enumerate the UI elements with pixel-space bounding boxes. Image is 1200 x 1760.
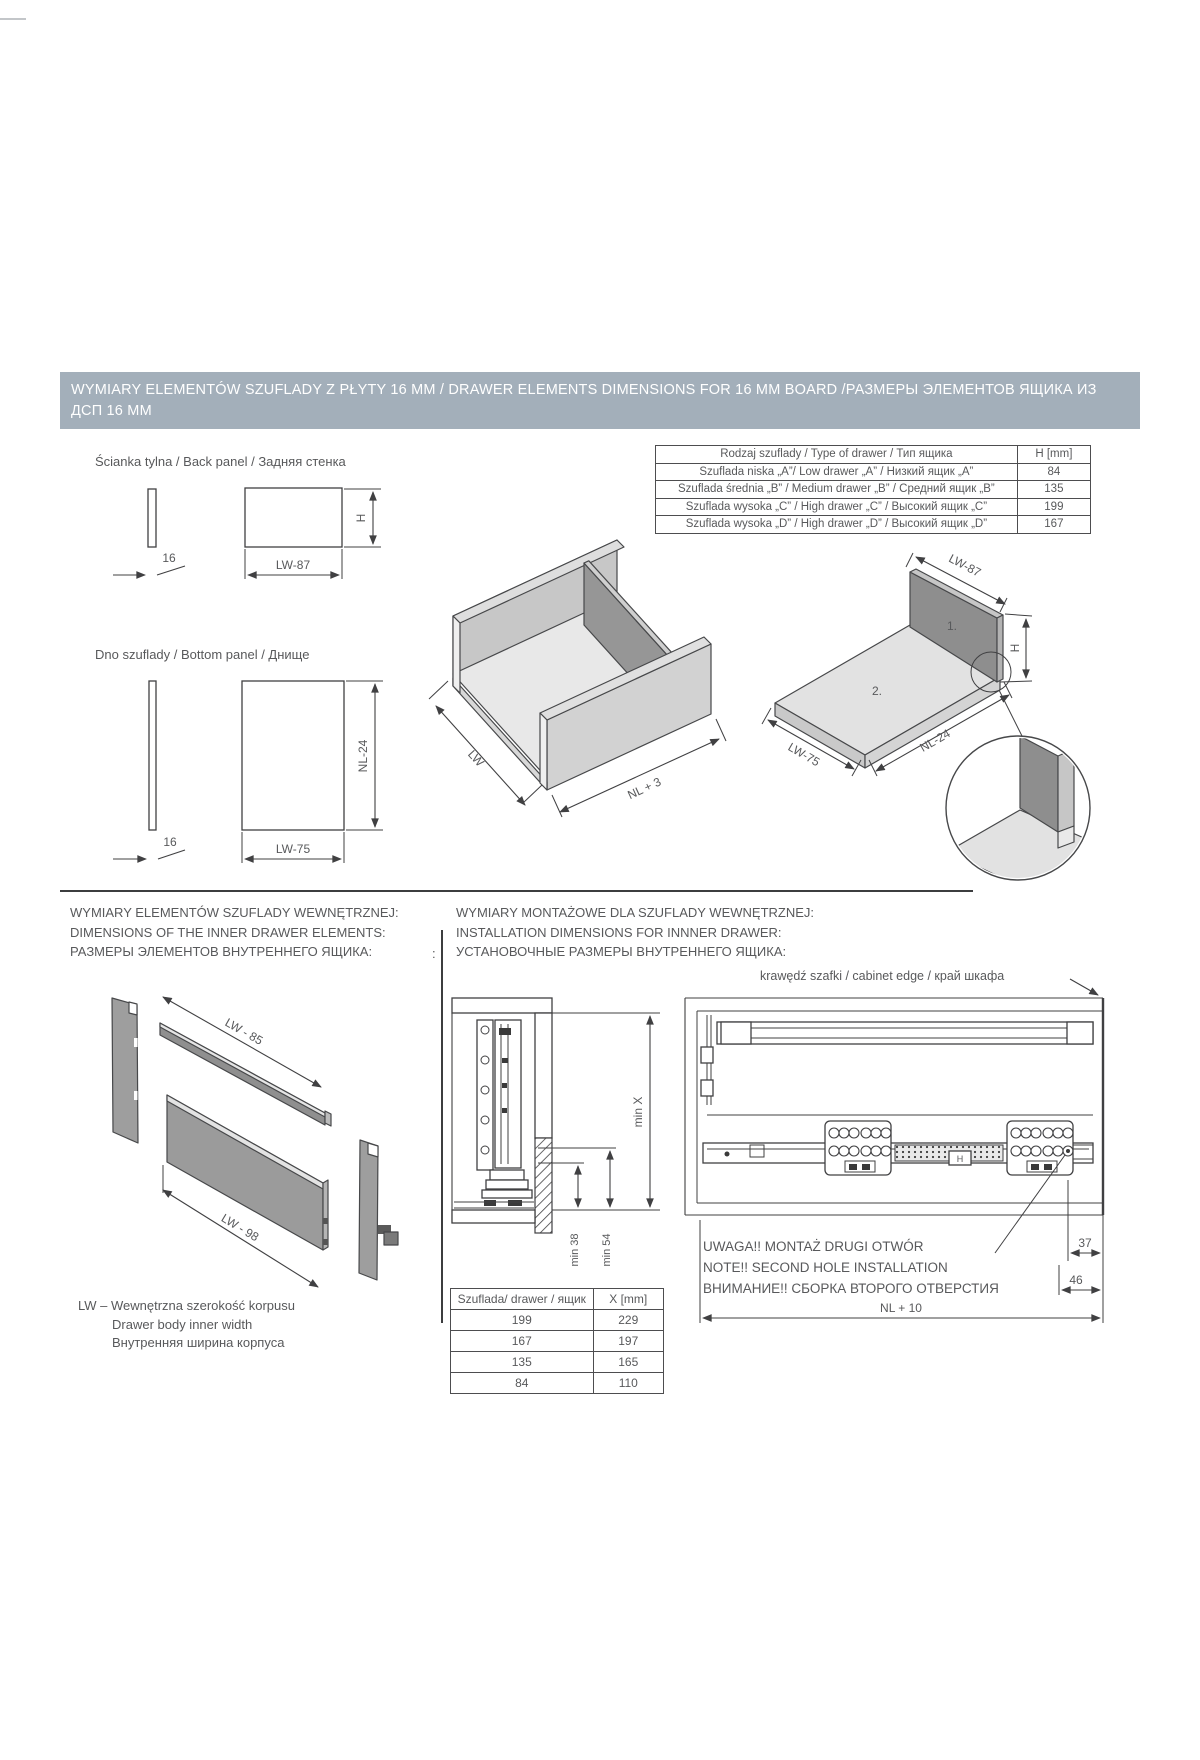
note-line: Внутренняя ширина корпуса [112,1335,285,1350]
table-row [451,1373,664,1394]
cell-h: 135 [1017,481,1090,499]
svg-text:NL-24: NL-24 [356,739,370,773]
note-line: Drawer body inner width [112,1316,253,1332]
dim-46 [1059,1265,1100,1295]
col-header-h: H [mm] [1017,446,1090,464]
svg-text:37: 37 [1078,1236,1092,1250]
cell-drawer: 84 [451,1373,594,1394]
right-side-panel [359,1140,398,1280]
cell-type: Szuflada wysoka „D” / High drawer „D” / Высокий ящик „D” [656,516,1018,534]
drawer-slide-profile [454,1020,534,1208]
heading-line: WYMIARY ELEMENTÓW SZUFLADY WEWNĘTRZNEJ: [70,905,399,920]
cell-x: 229 [593,1310,663,1331]
back-panel-strip [148,489,156,547]
note-line: UWAGA!! MONTAŻ DRUGI OTWÓR [703,1239,924,1254]
svg-text:16: 16 [162,551,176,565]
bottom-panel-title: Dno szuflady / Bottom panel / Днище [95,647,310,662]
rail-mark-label: H [956,1154,964,1164]
back-panel-diagram [55,478,400,628]
svg-text:16: 16 [163,835,177,849]
svg-text:NL + 10: NL + 10 [880,1301,922,1315]
thickness-dimension [113,551,185,575]
mounting-bracket [384,1232,398,1245]
cell-h: 167 [1017,516,1090,534]
page-edge-artifact [0,18,26,20]
bottom-panel-face [242,681,344,830]
cell-h: 84 [1017,463,1090,481]
width-dimension [242,832,344,863]
cell-type: Szuflada wysoka „C” / High drawer „C” / Высокий ящик „C” [656,498,1018,516]
left-side-panel [112,998,138,1143]
panels-3d-diagram [675,540,1115,890]
cross-section-diagram [438,988,668,1288]
svg-text:LW-87: LW-87 [275,558,311,572]
svg-text:H: H [1008,643,1022,653]
col-header-drawer: Szuflada/ drawer / ящик [451,1289,594,1310]
cell-x: 165 [593,1352,663,1373]
cabinet-edge-label: krawędź szafki / cabinet edge / край шкафа [760,969,1005,983]
col-header-x: X [mm] [593,1289,663,1310]
cell-type: Szuflada niska „A”/ Low drawer „A” / Низкий ящик „A” [656,463,1018,481]
cabinet-top-rail [452,998,552,1013]
mounting-bracket-right [1007,1121,1073,1175]
note-line: NOTE!! SECOND HOLE INSTALLATION [703,1260,948,1275]
item1-label: 1. [947,619,958,633]
min-x-dimension [552,1013,660,1210]
second-hole-note [703,1236,999,1299]
heading-line: INSTALLATION DIMENSIONS FOR INNNER DRAWER: [456,924,782,940]
bottom-panel-strip [149,681,156,830]
section-header-bar [60,372,1140,429]
svg-text:min 54: min 54 [601,1233,613,1267]
inner-elements-diagram [78,993,413,1303]
item2-label: 2. [872,684,883,698]
cabinet-side [535,1013,552,1138]
svg-text:46: 46 [1069,1273,1083,1287]
table-row [451,1331,664,1352]
drawer-x-table [450,1288,664,1394]
lw-definition-note [78,1297,295,1353]
note-line: ВНИМАНИЕ!! СБОРКА ВТОРОГО ОТВЕРСТИЯ [703,1281,999,1296]
heading-line: УСТАНОВОЧНЫЕ РАЗМЕРЫ ВНУТРЕННЕГО ЯЩИКА: [456,944,787,959]
back-panel-title: Ścianka tylna / Back panel / Задняя стенка [95,454,346,469]
table-row [451,1352,664,1373]
width-dimension [245,549,342,579]
back-panel-face [245,488,342,547]
svg-text:NL + 3: NL + 3 [625,774,664,803]
drawer-box [453,540,711,790]
inner-elements-heading [70,903,399,962]
table-header-row [451,1289,664,1310]
note-line: LW – Wewnętrzna szerokość korpusu [78,1298,295,1313]
table-row [656,498,1091,516]
height-dimension [1000,614,1032,682]
svg-text:min 38: min 38 [569,1233,581,1267]
cabinet-edge-pointer [1070,979,1098,995]
thickness-dimension [113,835,185,859]
cell-drawer: 135 [451,1352,594,1373]
svg-text:H: H [354,513,368,523]
cell-x: 110 [593,1373,663,1394]
cell-type: Szuflada średnia „B” / Medium drawer „B” / Средний ящик „B” [656,481,1018,499]
svg-text:NL-24: NL-24 [917,726,953,755]
table-row [451,1310,664,1331]
section-divider [60,890,973,892]
dim-37 [1068,1180,1100,1261]
svg-text:min X: min X [631,1096,645,1128]
cell-h: 199 [1017,498,1090,516]
section-header-title: WYMIARY ELEMENTÓW SZUFLADY Z PŁYTY 16 MM / DRAWER ELEMENTS DIMENSIONS FOR 16 MM BOARD /РАЗМЕРЫ ЭЛЕМЕНТОВ ЯЩИКА ИЗ ДСП 16 ММ [71,382,1097,419]
stray-colon: : [432,946,436,961]
heading-line: DIMENSIONS OF THE INNER DRAWER ELEMENTS: [70,924,386,940]
cabinet-bottom-rail [452,1210,535,1223]
heading-line: WYMIARY MONTAŻOWE DLA SZUFLADY WEWNĘTRZNEJ: [456,905,815,920]
cell-x: 197 [593,1331,663,1352]
svg-text:LW - 98: LW - 98 [218,1210,262,1245]
cell-drawer: 199 [451,1310,594,1331]
bottom-panel-diagram [55,668,400,873]
mounting-bracket-left [825,1121,891,1175]
installation-heading [456,903,814,962]
table-header-row [656,446,1091,464]
svg-text:LW-75: LW-75 [275,842,311,856]
col-header-type: Rodzaj szuflady / Type of drawer / Тип ящика [656,446,1018,464]
table-row [656,481,1091,499]
table-row [656,463,1091,481]
svg-text:LW - 85: LW - 85 [222,1015,266,1048]
svg-text:LW: LW [465,747,487,770]
hatched-panel [535,1138,552,1233]
svg-text:LW-87: LW-87 [946,551,984,580]
heading-line: РАЗМЕРЫ ЭЛЕМЕНТОВ ВНУТРЕННЕГО ЯЩИКА: [70,944,373,959]
cell-drawer: 167 [451,1331,594,1352]
svg-text:LW-75: LW-75 [785,739,823,770]
